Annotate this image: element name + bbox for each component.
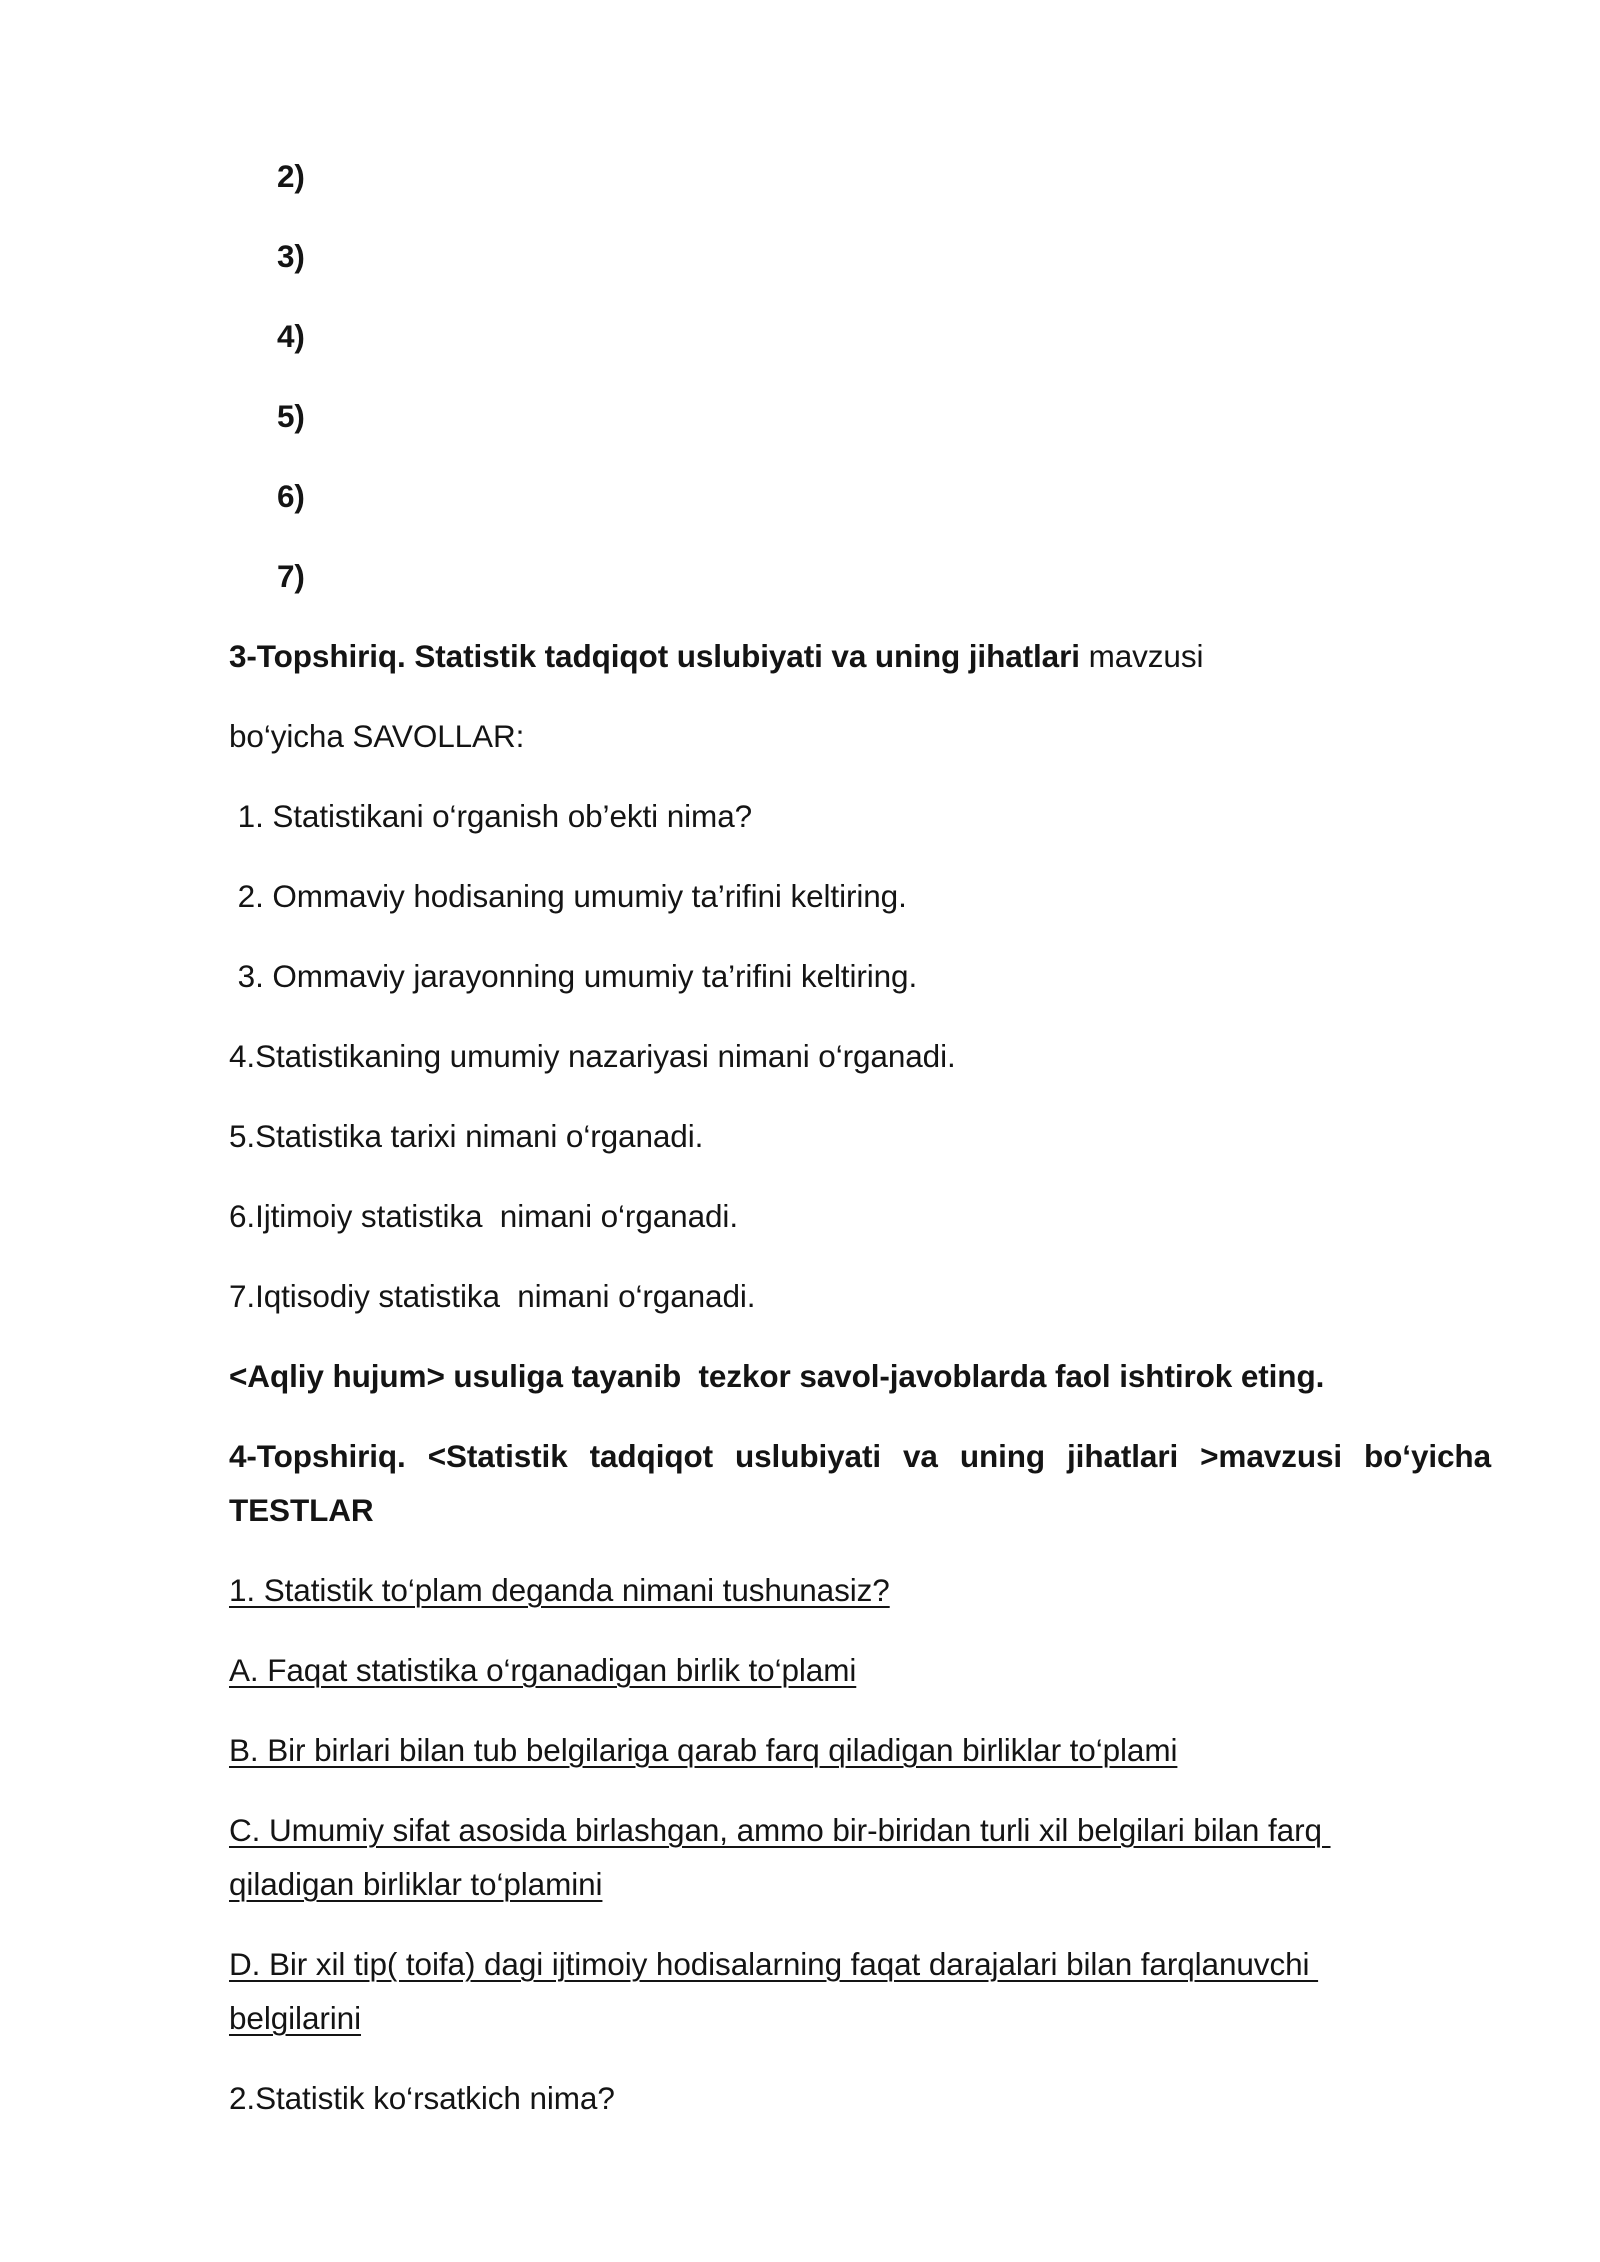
question-7: 7.Iqtisodiy statistika nimani o‘rganadi.	[229, 1278, 756, 1314]
question-5: 5.Statistika tarixi nimani o‘rganadi.	[229, 1118, 704, 1154]
question-3: 3. Ommaviy jarayonning umumiy ta’rifini keltiring.	[229, 958, 918, 994]
test1-option-c: C. Umumiy sifat asosida birlashgan, ammo bir-biridan turli xil belgilari bilan farq	[229, 1812, 1331, 1848]
task3-subheading: bo‘yicha SAVOLLAR:	[229, 718, 525, 754]
task3-heading	[229, 629, 1203, 683]
blank-item-7: 7)	[277, 558, 305, 594]
question-1: 1. Statistikani o‘rganish ob’ekti nima?	[229, 798, 753, 834]
task4-heading: 4-Topshiriq. <Statistik tadqiqot uslubiyati va uning jihatlari >mavzusi bo‘yicha	[229, 1438, 1491, 1474]
question-2: 2. Ommaviy hodisaning umumiy ta’rifini keltiring.	[229, 878, 907, 914]
test1-option-b: B. Bir birlari bilan tub belgilariga qarab farq qiladigan birliklar to‘plami	[229, 1732, 1178, 1768]
task3-label: 3-Topshiriq.	[229, 638, 406, 674]
test2-question: 2.Statistik ko‘rsatkich nima?	[229, 2080, 615, 2116]
blank-item-6: 6)	[277, 478, 305, 514]
question-4: 4.Statistikaning umumiy nazariyasi nimani o‘rganadi.	[229, 1038, 956, 1074]
question-6: 6.Ijtimoiy statistika nimani o‘rganadi.	[229, 1198, 738, 1234]
task4-heading-cont: TESTLAR	[229, 1492, 374, 1528]
blank-item-3: 3)	[277, 238, 305, 274]
brainstorm-instruction: <Aqliy hujum> usuliga tayanib tezkor savol-javoblarda faol ishtirok eting.	[229, 1358, 1325, 1394]
task3-topic: Statistik tadqiqot uslubiyati va uning jihatlari	[414, 638, 1080, 674]
blank-item-2: 2)	[277, 158, 305, 194]
test1-option-c-cont: qiladigan birliklar to‘plamini	[229, 1866, 603, 1902]
blank-item-4: 4)	[277, 318, 305, 354]
blank-item-5: 5)	[277, 398, 305, 434]
task3-tail: mavzusi	[1088, 638, 1204, 674]
test1-option-d: D. Bir xil tip( toifa) dagi ijtimoiy hodisalarning faqat darajalari bilan farqlanuvchi	[229, 1946, 1319, 1982]
test1-option-d-cont: belgilarini	[229, 2000, 361, 2036]
test1-question: 1. Statistik to‘plam deganda nimani tushunasiz?	[229, 1572, 890, 1608]
test1-option-a: A. Faqat statistika o‘rganadigan birlik to‘plami	[229, 1652, 857, 1688]
